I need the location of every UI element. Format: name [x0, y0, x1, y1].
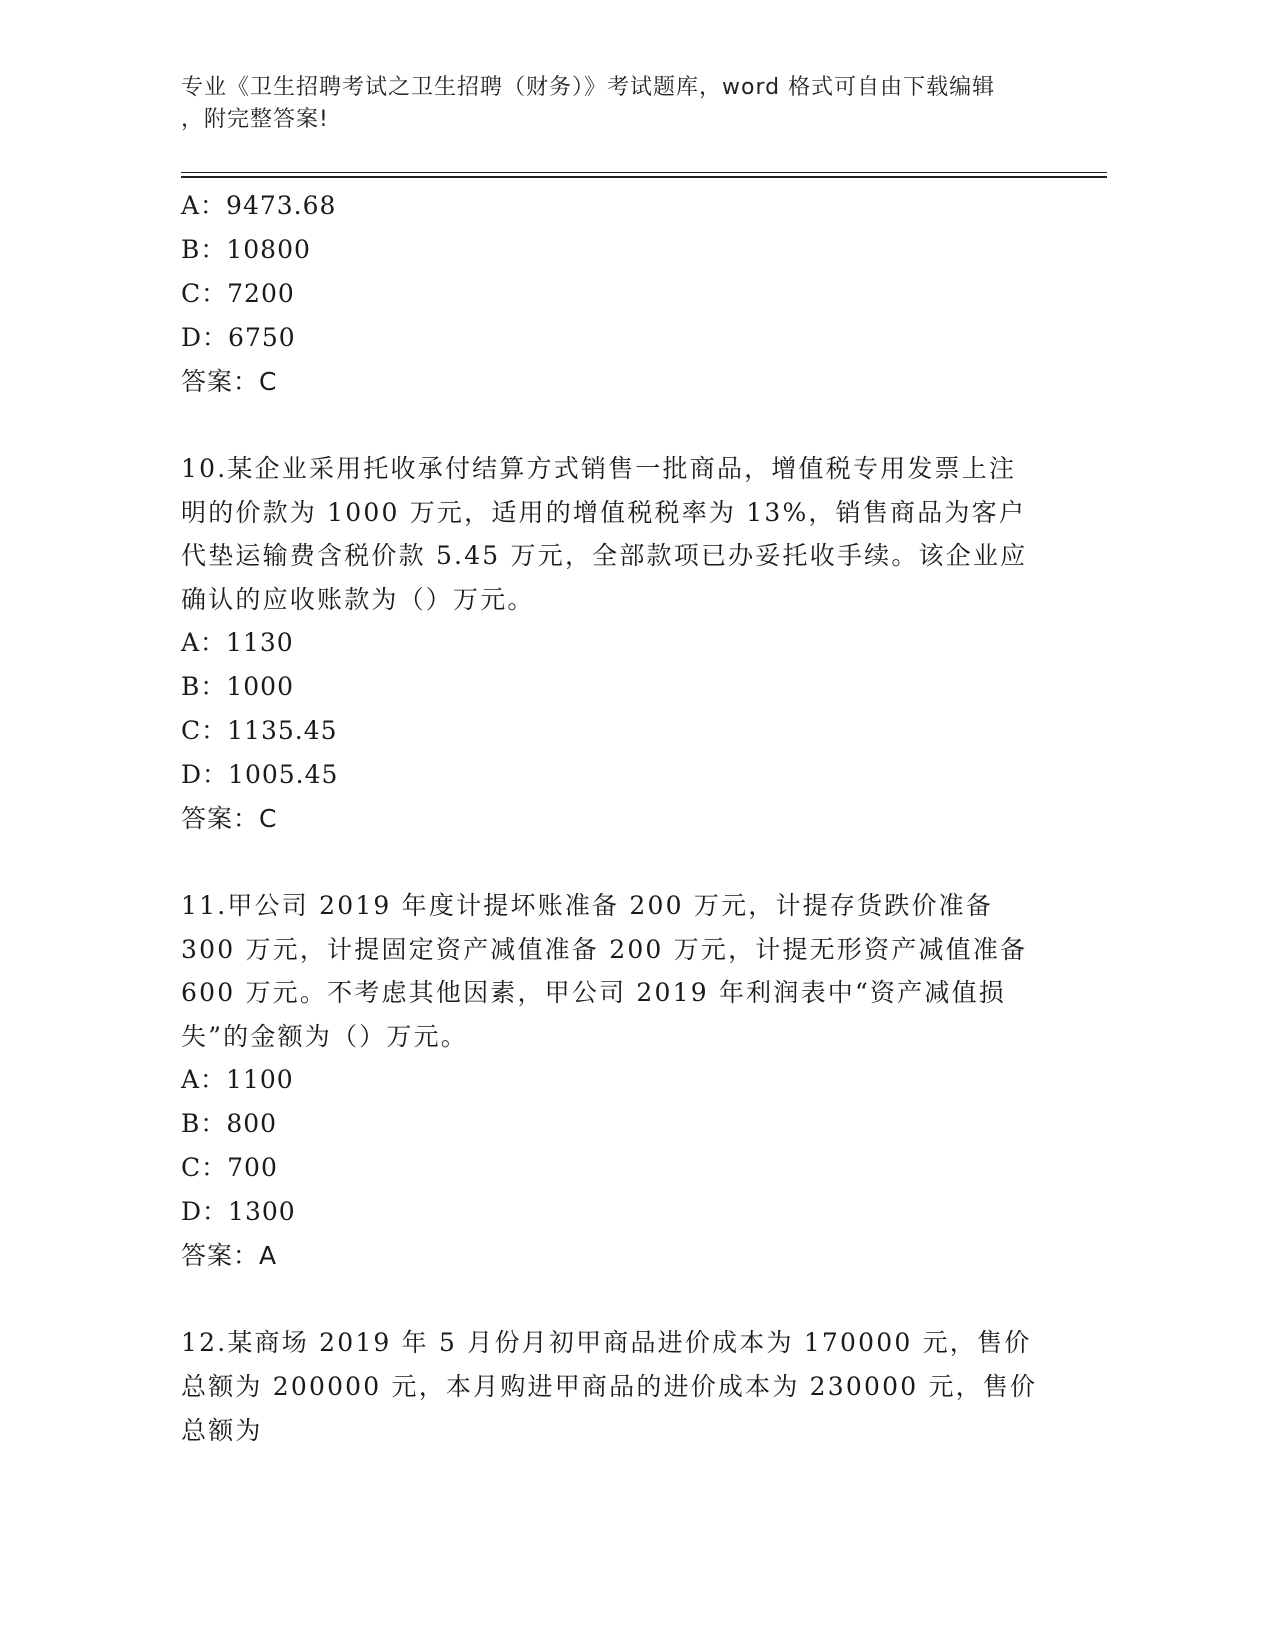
option-c: C：700	[181, 1153, 278, 1182]
option-a: A：1130	[181, 628, 294, 657]
header-rule-top	[181, 172, 1107, 173]
document-header	[181, 72, 1041, 136]
option-a: A：9473.68	[181, 191, 337, 220]
question-text: 10.某企业采用托收承付结算方式销售一批商品，增值税专用发票上注明的价款为 1000 万元，适用的增值税税率为 13%，销售商品为客户代垫运输费含税价款 5.45 万元，全部款项已办妥托收手续。该企业应确认的应收账款为（）万元。	[181, 454, 1028, 614]
option-d: D：1300	[181, 1197, 296, 1226]
option-a: A：1100	[181, 1065, 294, 1094]
option-b: B：1000	[181, 672, 294, 701]
header-line-1: 专业《卫生招聘考试之卫生招聘（财务）》考试题库，word 格式可自由下载编辑	[181, 75, 996, 100]
option-b: B：800	[181, 1109, 278, 1138]
option-b: B：10800	[181, 235, 311, 264]
question-text: 12.某商场 2019 年 5 月份月初甲商品进价成本为 170000 元，售价总额为 200000 元，本月购进甲商品的进价成本为 230000 元，售价总额为	[181, 1328, 1038, 1445]
answer-line: 答案：A	[181, 1241, 278, 1270]
question-block-12	[181, 1321, 1041, 1453]
option-c: C：1135.45	[181, 716, 338, 745]
question-block-9	[181, 184, 1041, 404]
question-block-11	[181, 884, 1041, 1278]
answer-line: 答案：C	[181, 367, 278, 396]
question-block-10	[181, 447, 1041, 841]
option-d: D：1005.45	[181, 760, 339, 789]
answer-line: 答案：C	[181, 804, 278, 833]
option-c: C：7200	[181, 279, 295, 308]
question-text: 11.甲公司 2019 年度计提坏账准备 200 万元，计提存货跌价准备 300 万元，计提固定资产减值准备 200 万元，计提无形资产减值准备 600 万元。不考虑其他因素，甲公司 2019 年利润表中“资产减值损失”的金额为（）万元。	[181, 891, 1028, 1051]
header-rule-bottom	[181, 176, 1107, 178]
option-d: D：6750	[181, 323, 296, 352]
question-list	[181, 184, 1041, 1453]
header-line-2: ，附完整答案!	[181, 107, 329, 132]
